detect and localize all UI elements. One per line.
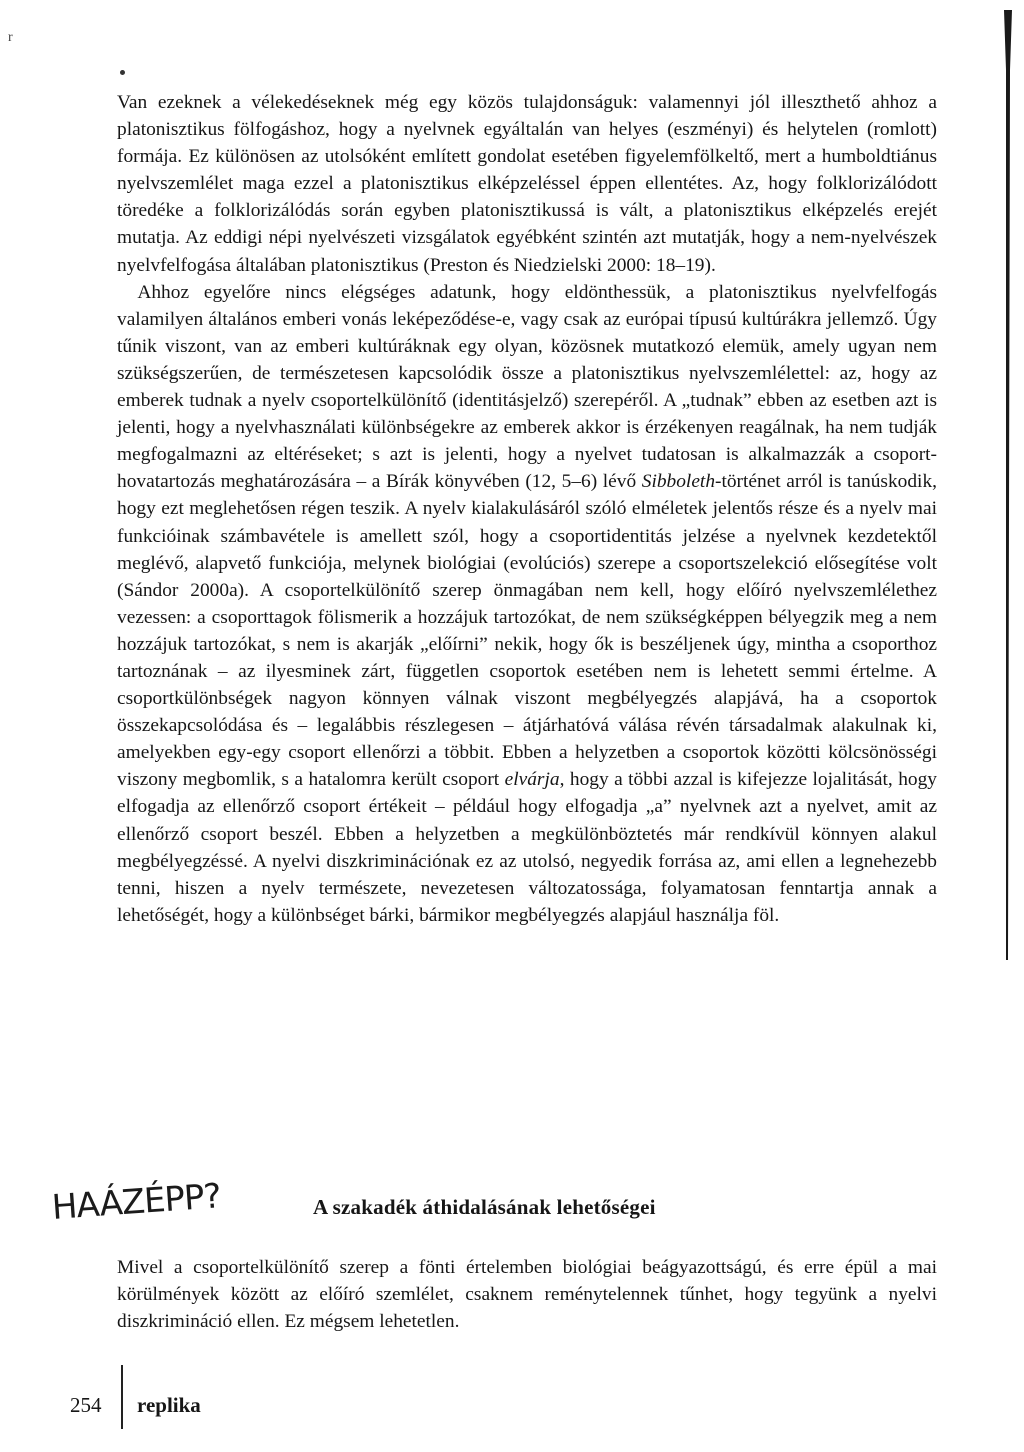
handwritten-margin-note: HAÁZÉPP? xyxy=(50,1176,222,1228)
paragraph-2-text-c: , hogy a többi azzal is kifejezze lojalitását, hogy elfogadja az ellenőrző csoport értékeit – például hogy elfogadja „a” nyelvnek azt a nyelvet, amit az ellenőrző csoport beszél. Ebben a helyzetben a megkülönböztetés már rendkívül könnyen alakul megbélyegzéssé. A nyelvi diszkriminációnak ez az utolsó, negyedik forrása az, ami ellen a legnehezebb tenni, hiszen a nyelv természete, nevezetesen változatossága, folyamatosan fenntartja annak a lehetőségét, hogy a különbséget bárki, bármikor megbélyegzés alapjául használja föl. xyxy=(117,769,937,926)
section-paragraph: Mivel a csoportelkülönítő szerep a fönti értelemben biológiai beágyazottságú, és erre épül a mai körülmények között az előíró szemlélet, csaknem reménytelennek tűnhet, hogy tegyünk a nyelvi diszkrimináció ellen. Ez mégsem lehetetlen. xyxy=(117,1257,937,1333)
body-text xyxy=(117,89,937,929)
ink-dot xyxy=(120,70,125,75)
journal-name: replika xyxy=(137,1393,201,1417)
paragraph-2-text-b: -történet arról is tanúskodik, hogy ezt meglehetősen régen teszik. A nyelv kialakulásáról szóló elméletek jelentős része és a nyelv mai funkcióinak számbavétele is amellett szól, hogy a csoportidentitás jelzése a nyelvnek kezdetektől meglévő, alapvető funkciója, melynek biológiai (evolúciós) szerepe a csoportszelekció elősegítése volt (Sándor 2000a). A csoportelkülönítő szerep önmagában nem kell, hogy előíró nyelvszemlélethez vezessen: a csoporttagok fölismerik a hozzájuk tartozókat, de nem szükségképpen bélyegzik meg a nem hozzájuk tartozókat, s nem is akarják „előírni” nekik, hogy ők is beszéljenek úgy, mintha a csoporthoz tartoznának – az ilyesminek zárt, független csoportok esetében nem is lehetett semmi értelme. A csoportkülönbségek nagyon könnyen válnak viszont megbélyegzés alapjává, ha a csoportok összekapcsolódása és – legalábbis részlegesen – átjárhatóvá válása révén társadalmak alakulnak ki, amelyekben egy-egy csoport ellenőrzi a többit. Ebben a helyzetben a csoportok közötti kölcsönösségi viszony megbomlik, s a hatalomra került csoport xyxy=(117,471,937,791)
page-number: 254 xyxy=(70,1393,102,1417)
footer-divider xyxy=(121,1365,123,1429)
paragraph-2 xyxy=(117,279,937,929)
page-corner-mark: r xyxy=(8,30,13,45)
elvarja-term: elvárja xyxy=(504,769,560,791)
section-heading: A szakadék áthidalásának lehetőségei xyxy=(313,1195,656,1219)
paragraph-1: Van ezeknek a vélekedéseknek még egy közös tulajdonságuk: valamennyi jól illeszthető ahhoz a platonisztikus fölfogáshoz, hogy a nyelvnek egyáltalán van helyes (eszményi) és helytelen (romlott) formája. Ez különösen az utolsóként említett gondolat esetében figyelemfölkeltő, mert a humboldtiánus nyelvszemlélet maga ezzel a platonisztikus elképzeléssel éppen ellentétes. Az, hogy folklorizálódott töredéke a folklorizálódás során egyben platonisztikussá is vált, a platonisztikus elképzelés erejét mutatja. Az eddigi népi nyelvészeti vizsgálatok egyébként szintén azt mutatják, hogy a nem-nyelvészek nyelvfelfogása általában platonisztikus (Preston és Niedzielski 2000: 18–19). xyxy=(117,92,937,276)
section-body xyxy=(117,1254,937,1335)
binding-edge-shadow xyxy=(1000,10,1014,960)
paragraph-2-text-a: Ahhoz egyelőre nincs elégséges adatunk, hogy eldönthessük, a platonisztikus nyelvfelfogás valamilyen általános emberi vonás leképeződése-e, vagy csak az európai típusú kultúrákra jellemző. Úgy tűnik viszont, van az emberi kultúráknak egy olyan, közösnek mutatkozó elemük, amely ugyan nem szükségszerűen, de természetesen kapcsolódik össze a platonisztikus nyelvszemlélettel: az, hogy az emberek tudnak a nyelv csoportelkülönítő (identitásjelző) szerepéről. A „tudnak” ebben az esetben azt is jelenti, hogy a nyelvhasználati különbségekre az emberek akkor is érzékenyen reagálnak, ha nem tudják megfogalmazni az eltéréseket; s azt is jelenti, hogy a nyelvet tudatosan is alkalmazzák a csoport-hovatartozás meghatározására – a Bírák könyvében (12, 5–6) lévő xyxy=(117,281,937,493)
sibboleth-term: Sibboleth xyxy=(641,471,716,493)
